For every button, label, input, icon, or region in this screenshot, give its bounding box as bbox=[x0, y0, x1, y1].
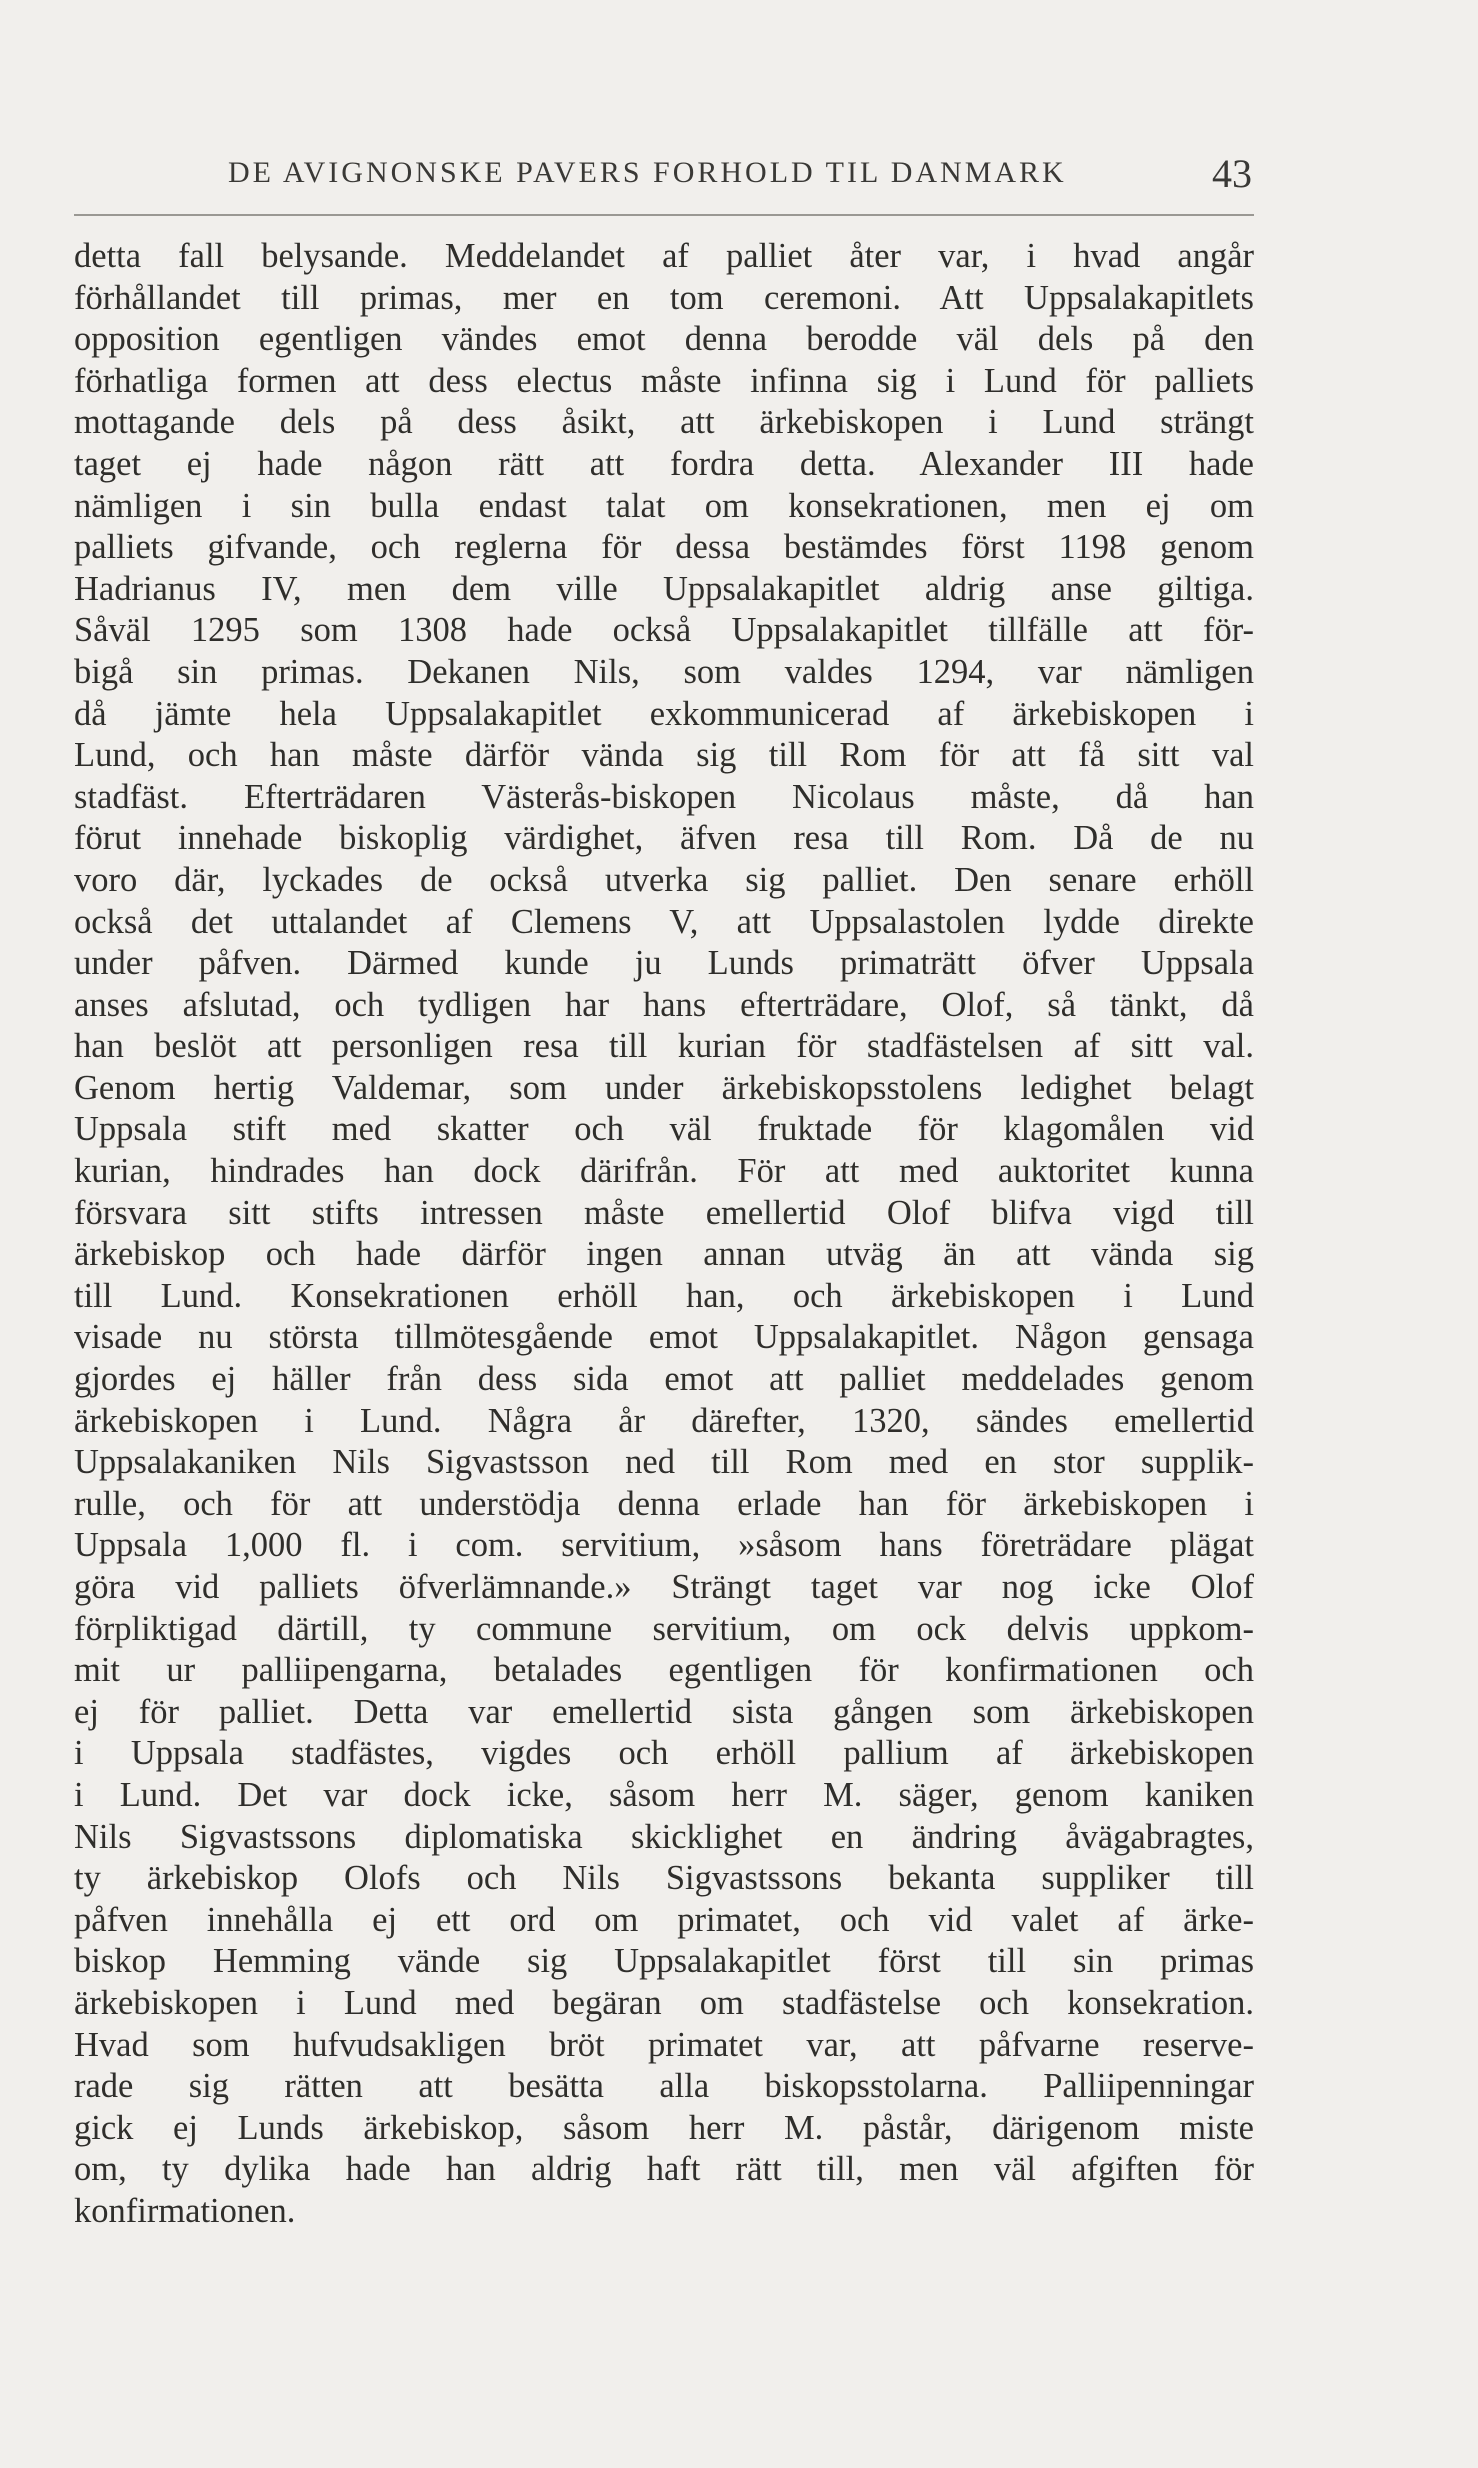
text-line: voro där, lyckades de också utverka sig palliet. Den senare erhöll bbox=[74, 860, 1254, 899]
text-line: mit ur palliipengarna, betalades egentligen för konfirmationen och bbox=[74, 1651, 1254, 1690]
text-line: visade nu största tillmötesgående emot Uppsalakapitlet. Någon gensaga bbox=[74, 1318, 1254, 1357]
text-line: i Uppsala stadfästes, vigdes och erhöll pallium af ärkebiskopen bbox=[74, 1734, 1254, 1773]
running-title: DE AVIGNONSKE PAVERS FORHOLD TIL DANMARK bbox=[228, 156, 1067, 189]
text-line: ärkebiskop och hade därför ingen annan utväg än att vända sig bbox=[74, 1235, 1254, 1274]
text-line: konfirmationen. bbox=[74, 2191, 296, 2230]
text-line: förpliktigad därtill, ty commune servitium, om ock delvis uppkom- bbox=[74, 1609, 1254, 1648]
text-line: mottagande dels på dess åsikt, att ärkebiskopen i Lund strängt bbox=[74, 403, 1254, 442]
text-line: ej för palliet. Detta var emellertid sista gången som ärkebiskopen bbox=[74, 1692, 1254, 1731]
text-line: gjordes ej häller från dess sida emot att palliet meddelades genom bbox=[74, 1360, 1254, 1399]
text-line: taget ej hade någon rätt att fordra detta. Alexander III hade bbox=[74, 444, 1254, 483]
text-line: Nils Sigvastssons diplomatiska skicklighet en ändring åvägabragtes, bbox=[74, 1817, 1254, 1856]
text-line: förut innehade biskoplig värdighet, äfven resa till Rom. Då de nu bbox=[74, 819, 1254, 858]
page-number: 43 bbox=[1212, 151, 1252, 196]
header-rule bbox=[74, 214, 1254, 216]
text-line: till Lund. Konsekrationen erhöll han, och ärkebiskopen i Lund bbox=[74, 1276, 1254, 1315]
text-line: kurian, hindrades han dock därifrån. För att med auktoritet kunna bbox=[74, 1152, 1254, 1191]
text-line: Uppsala stift med skatter och väl fruktade för klagomålen vid bbox=[74, 1110, 1254, 1149]
text-line: förhållandet till primas, mer en tom ceremoni. Att Uppsalakapitlets bbox=[74, 278, 1254, 317]
text-line: rade sig rätten att besätta alla biskopsstolarna. Palliipenningar bbox=[74, 2067, 1254, 2106]
text-line: göra vid palliets öfverlämnande.» Strängt taget var nog icke Olof bbox=[74, 1568, 1254, 1606]
text-line: Hadrianus IV, men dem ville Uppsalakapitlet aldrig anse giltiga. bbox=[74, 569, 1254, 608]
text-line: Genom hertig Valdemar, som under ärkebiskopsstolens ledighet belagt bbox=[74, 1068, 1254, 1107]
text-line: ärkebiskopen i Lund. Några år därefter, 1320, sändes emellertid bbox=[74, 1401, 1254, 1440]
text-line: Uppsala 1,000 fl. i com. servitium, »såsom hans företrädare plägat bbox=[74, 1526, 1254, 1565]
text-line: bigå sin primas. Dekanen Nils, som valdes 1294, var nämligen bbox=[74, 652, 1254, 691]
text-line: också det uttalandet af Clemens V, att Uppsalastolen lydde direkte bbox=[74, 902, 1254, 941]
text-line: han beslöt att personligen resa till kurian för stadfästelsen af sitt val. bbox=[74, 1027, 1254, 1066]
text-line: Lund, och han måste därför vända sig till Rom för att få sitt val bbox=[74, 736, 1254, 775]
text-line: Uppsalakaniken Nils Sigvastsson ned till Rom med en stor supplik- bbox=[74, 1443, 1254, 1482]
text-line: Såväl 1295 som 1308 hade också Uppsalakapitlet tillfälle att för- bbox=[74, 611, 1254, 650]
text-line: detta fall belysande. Meddelandet af palliet åter var, i hvad angår bbox=[74, 237, 1254, 275]
text-line: under påfven. Därmed kunde ju Lunds primaträtt öfver Uppsala bbox=[74, 944, 1254, 983]
text-line: påfven innehålla ej ett ord om primatet, och vid valet af ärke- bbox=[74, 1900, 1254, 1939]
text-line: opposition egentligen vändes emot denna berodde väl dels på den bbox=[74, 320, 1254, 359]
text-line: ärkebiskopen i Lund med begäran om stadfästelse och konsekration. bbox=[74, 1983, 1254, 2022]
body-text bbox=[74, 236, 1254, 2233]
text-line: då jämte hela Uppsalakapitlet exkommunicerad af ärkebiskopen i bbox=[74, 694, 1254, 733]
text-line: gick ej Lunds ärkebiskop, såsom herr M. påstår, därigenom miste bbox=[74, 2108, 1254, 2147]
text-line: anses afslutad, och tydligen har hans efterträdare, Olof, så tänkt, då bbox=[74, 985, 1254, 1024]
text-line: försvara sitt stifts intressen måste emellertid Olof blifva vigd till bbox=[74, 1193, 1254, 1232]
text-line: biskop Hemming vände sig Uppsalakapitlet först till sin primas bbox=[74, 1942, 1254, 1981]
text-line: palliets gifvande, och reglerna för dessa bestämdes först 1198 genom bbox=[74, 528, 1254, 567]
text-line: ty ärkebiskop Olofs och Nils Sigvastssons bekanta suppliker till bbox=[74, 1859, 1254, 1898]
text-line: förhatliga formen att dess electus måste infinna sig i Lund för palliets bbox=[74, 361, 1254, 400]
text-line: om, ty dylika hade han aldrig haft rätt till, men väl afgiften för bbox=[74, 2150, 1254, 2189]
text-line: Hvad som hufvudsakligen bröt primatet var, att påfvarne reserve- bbox=[74, 2025, 1254, 2064]
text-line: i Lund. Det var dock icke, såsom herr M. säger, genom kaniken bbox=[74, 1775, 1254, 1814]
text-line: rulle, och för att understödja denna erlade han för ärkebiskopen i bbox=[74, 1484, 1254, 1523]
text-line: stadfäst. Efterträdaren Västerås-biskopen Nicolaus måste, då han bbox=[74, 777, 1254, 816]
text-line: nämligen i sin bulla endast talat om konsekrationen, men ej om bbox=[74, 486, 1254, 525]
